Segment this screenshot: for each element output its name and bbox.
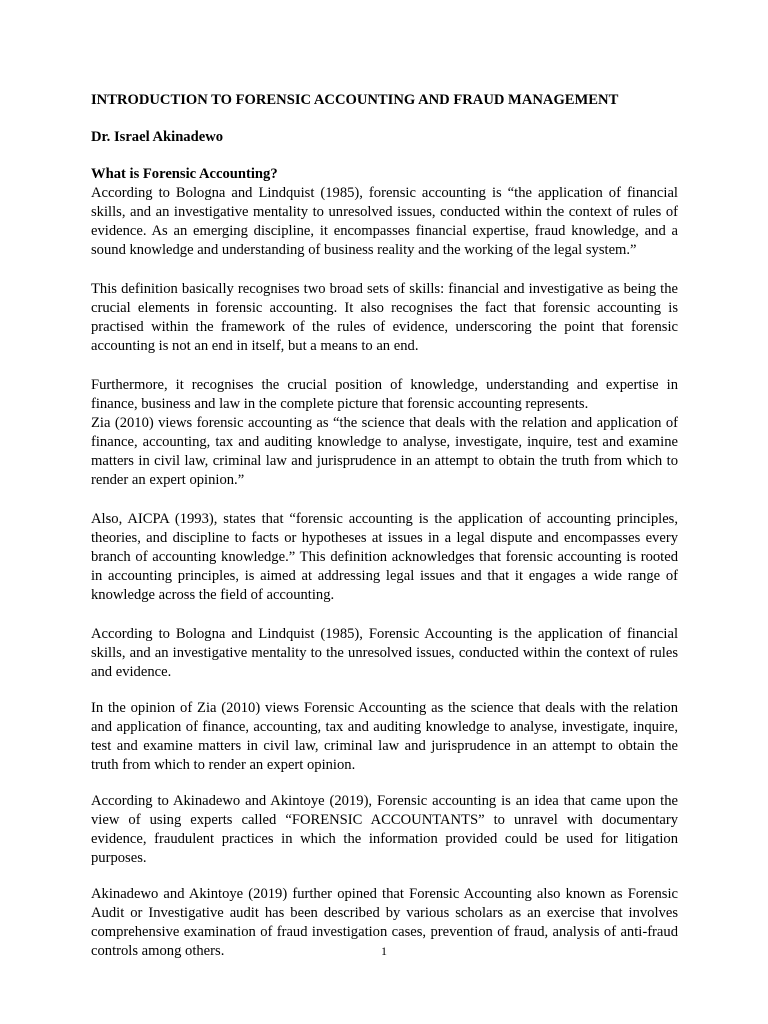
page-number: 1: [381, 944, 387, 958]
paragraph-akinadewo-idea: According to Akinadewo and Akintoye (2019), Forensic accounting is an idea that came upon the view of using experts called “FORENSIC ACCOUNTANTS” to unravel with documentary evidence, fraudulent practices in which the information provided could be used for litigation purposes.: [91, 793, 678, 866]
paragraph-bologna-restatement: According to Bologna and Lindquist (1985), Forensic Accounting is the application of financial skills, and an investigative mentality to the unresolved issues, conducted within the context of rules and evidence.: [91, 626, 678, 680]
document-author: Dr. Israel Akinadewo: [91, 129, 224, 145]
section-heading: What is Forensic Accounting?: [91, 166, 278, 182]
paragraph-zia-opinion: In the opinion of Zia (2010) views Forensic Accounting as the science that deals with the relation and application of finance, accounting, tax and auditing knowledge to analyse, investigate, inquire, test and examine matters in civil law, criminal law and jurisprudence in an attempt to obtain the truth from which to render an expert opinion.: [91, 700, 678, 773]
paragraph-akinadewo-opinion: Akinadewo and Akintoye (2019) further opined that Forensic Accounting also known as Forensic Audit or Investigative audit has been described by various scholars as an exercise that involves comprehensive examination of fraud investigation cases, prevention of fraud, analysis of anti-fraud controls among others.: [91, 886, 678, 959]
document-title: INTRODUCTION TO FORENSIC ACCOUNTING AND FRAUD MANAGEMENT: [91, 92, 619, 108]
paragraph-bologna-definition: According to Bologna and Lindquist (1985), forensic accounting is “the application of financial skills, and an investigative mentality to unresolved issues, conducted within the context of rules of evidence. As an emerging discipline, it encompasses financial expertise, fraud knowledge, and a sound knowledge and understanding of business reality and the working of the legal system.”: [91, 185, 678, 258]
paragraph-knowledge-position: Furthermore, it recognises the crucial position of knowledge, understanding and expertise in finance, business and law in the complete picture that forensic accounting represents.: [91, 377, 678, 412]
paragraph-definition-skills: This definition basically recognises two broad sets of skills: financial and investigative as being the crucial elements in forensic accounting. It also recognises the fact that forensic accounting is practised within the framework of the rules of evidence, underscoring the point that forensic accounting is not an end in itself, but a means to an end.: [91, 281, 678, 354]
document-page: [91, 91, 678, 961]
paragraph-aicpa-definition: Also, AICPA (1993), states that “forensic accounting is the application of accounting principles, theories, and discipline to facts or hypotheses at issues in a legal dispute and encompasses every branch of accounting knowledge.” This definition acknowledges that forensic accounting is rooted in accounting principles, is aimed at addressing legal issues and that it engages a wide range of knowledge across the field of accounting.: [91, 511, 678, 603]
paragraph-zia-definition: Zia (2010) views forensic accounting as “the science that deals with the relation and application of finance, accounting, tax and auditing knowledge to analyse, investigate, inquire, test and examine matters in civil law, criminal law and jurisprudence in an attempt to obtain the truth from which to render an expert opinion.”: [91, 415, 678, 488]
